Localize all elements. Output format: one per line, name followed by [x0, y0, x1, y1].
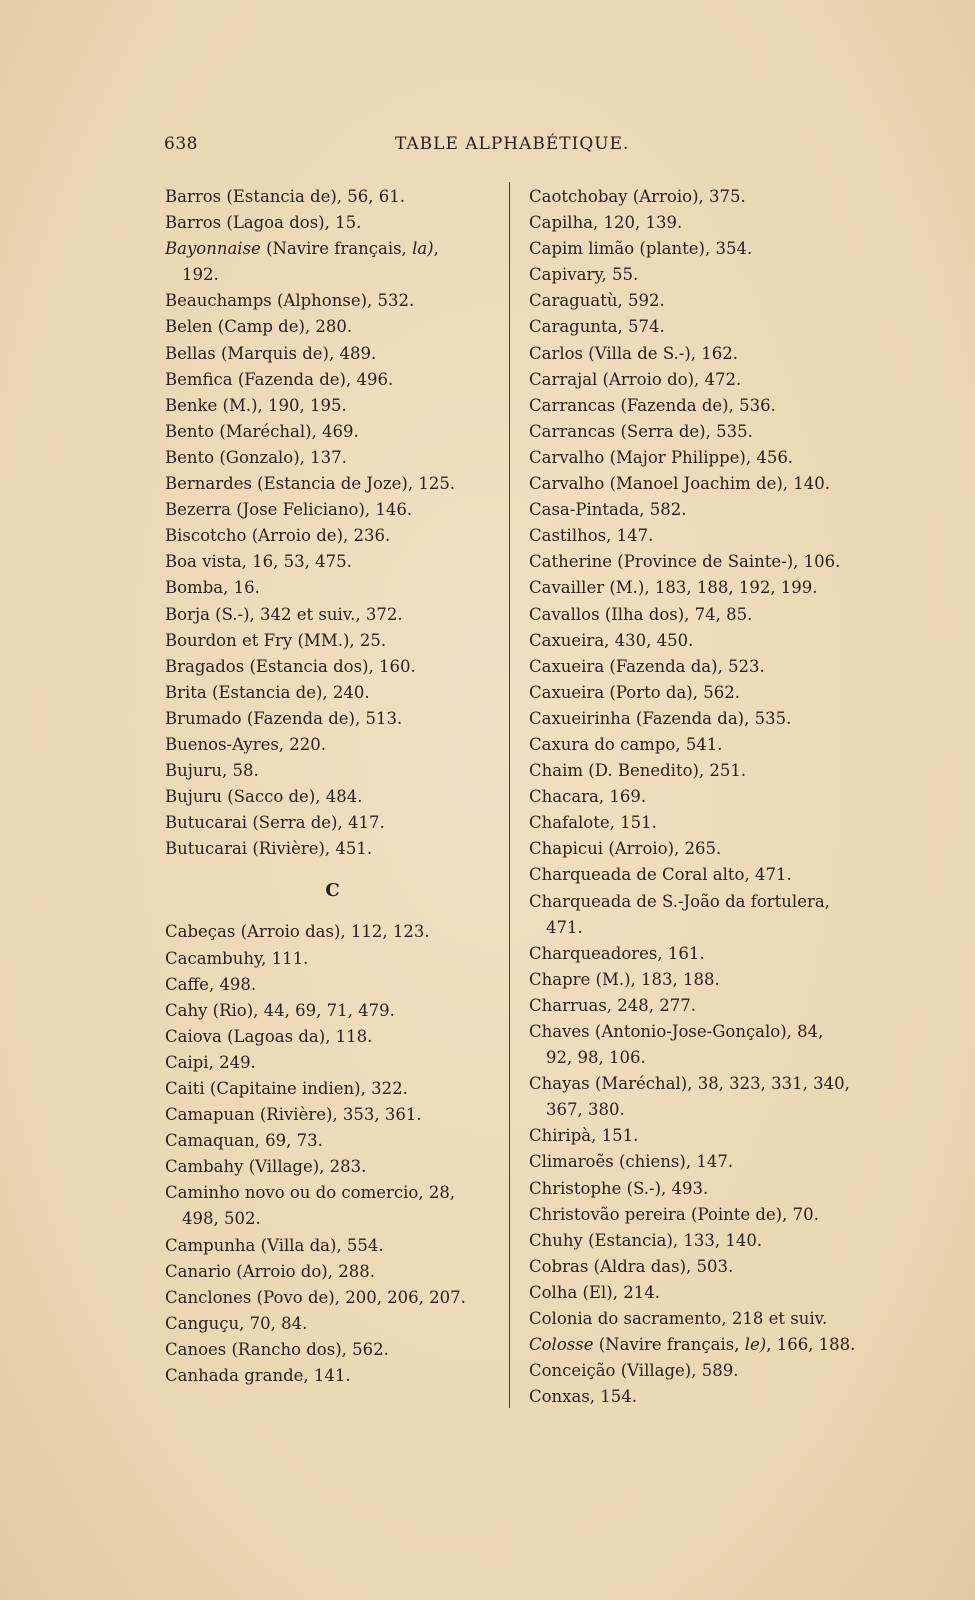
- index-entry: Charqueada de Coral alto, 471.: [529, 865, 792, 885]
- section-letter-heading: C: [325, 880, 340, 902]
- index-entry-continuation: 192.: [182, 265, 219, 285]
- index-entry: Chayas (Maréchal), 38, 323, 331, 340,: [529, 1074, 850, 1094]
- index-entry: Benke (M.), 190, 195.: [165, 395, 347, 415]
- index-entry: Beauchamps (Alphonse), 532.: [165, 291, 415, 311]
- index-entry: Casa-Pintada, 582.: [529, 500, 687, 520]
- index-entry-continuation: 498, 502.: [182, 1209, 261, 1229]
- running-title: TABLE ALPHABÉTIQUE.: [395, 134, 630, 154]
- index-entry: Bayonnaise (Navire français, la),: [165, 239, 439, 259]
- index-column-left: [165, 184, 510, 1389]
- index-entry: Boa vista, 16, 53, 475.: [165, 552, 352, 572]
- index-entry: Charqueada de S.-João da fortulera,: [529, 891, 830, 911]
- index-entry: Cambahy (Village), 283.: [165, 1157, 367, 1177]
- index-entry: Charruas, 248, 277.: [529, 995, 697, 1015]
- index-entry: Bomba, 16.: [165, 578, 260, 598]
- index-entry: Caiti (Capitaine indien), 322.: [165, 1079, 408, 1098]
- index-entry: Capivary, 55.: [529, 265, 639, 285]
- index-entry: Canhada grande, 141.: [165, 1366, 351, 1386]
- index-entry: Christovão pereira (Pointe de), 70.: [529, 1204, 819, 1224]
- index-entry: Caxueira (Fazenda da), 523.: [529, 656, 765, 676]
- index-entry: Barros (Estancia de), 56, 61.: [165, 187, 406, 206]
- column-divider: [509, 182, 510, 1408]
- index-entry: Butucarai (Rivière), 451.: [165, 839, 373, 859]
- index-entry: Chacara, 169.: [529, 787, 647, 807]
- index-entry: Caragunta, 574.: [529, 317, 665, 337]
- index-entry: Bujuru, 58.: [165, 761, 259, 781]
- index-entry: Colosse (Navire français, le), 166, 188.: [529, 1335, 856, 1355]
- index-entry: Carvalho (Manoel Joachim de), 140.: [529, 474, 831, 494]
- index-entry: Canario (Arroio do), 288.: [165, 1261, 375, 1281]
- index-entry: Bellas (Marquis de), 489.: [165, 343, 377, 363]
- index-entry: Borja (S.-), 342 et suiv., 372.: [165, 604, 403, 624]
- index-entry: Camaquan, 69, 73.: [165, 1131, 323, 1151]
- index-entry: Charqueadores, 161.: [529, 943, 705, 963]
- index-entry: Bernardes (Estancia de Joze), 125.: [165, 474, 456, 494]
- index-entry: Caraguatù, 592.: [529, 291, 665, 311]
- index-entry: Chuhy (Estancia), 133, 140.: [529, 1230, 763, 1250]
- index-entry: Christophe (S.-), 493.: [529, 1178, 709, 1198]
- index-entry: Caxueira (Porto da), 562.: [529, 682, 740, 702]
- index-entry: Carlos (Villa de S.-), 162.: [529, 343, 739, 363]
- index-entry: Camapuan (Rivière), 353, 361.: [165, 1105, 422, 1125]
- index-entry: Bemfica (Fazenda de), 496.: [165, 369, 394, 389]
- index-entry: Castilhos, 147.: [529, 526, 654, 546]
- page-header: [0, 134, 975, 158]
- index-entry: Chapre (M.), 183, 188.: [529, 969, 720, 989]
- index-entry: Caotchobay (Arroio), 375.: [529, 187, 746, 206]
- page-number: 638: [164, 134, 198, 154]
- index-entry: Butucarai (Serra de), 417.: [165, 813, 385, 833]
- index-entry: Canclones (Povo de), 200, 206, 207.: [165, 1287, 466, 1307]
- index-entry: Brumado (Fazenda de), 513.: [165, 708, 403, 728]
- index-entry: Buenos-Ayres, 220.: [165, 734, 327, 754]
- index-entry: Cobras (Aldra das), 503.: [529, 1256, 734, 1276]
- index-entry: Chiripà, 151.: [529, 1126, 639, 1146]
- index-entry: Caxura do campo, 541.: [529, 734, 723, 754]
- index-entry: Conxas, 154.: [529, 1387, 638, 1407]
- index-entry: Caiova (Lagoas da), 118.: [165, 1026, 373, 1046]
- index-entry: Bragados (Estancia dos), 160.: [165, 656, 416, 676]
- index-entry: Colha (El), 214.: [529, 1282, 660, 1302]
- index-entry: Caxueira, 430, 450.: [529, 630, 694, 650]
- index-entry: Carrancas (Fazenda de), 536.: [529, 395, 776, 415]
- index-entry: Cacambuhy, 111.: [165, 948, 309, 968]
- index-entry: Bento (Gonzalo), 137.: [165, 447, 347, 467]
- index-entry: Caipi, 249.: [165, 1052, 256, 1072]
- index-entry: Canguçu, 70, 84.: [165, 1313, 308, 1333]
- index-entry: Carrancas (Serra de), 535.: [529, 421, 753, 441]
- index-entry: Chapicui (Arroio), 265.: [529, 839, 722, 859]
- index-entry: Cabeças (Arroio das), 112, 123.: [165, 922, 430, 942]
- index-entry: Barros (Lagoa dos), 15.: [165, 213, 362, 233]
- index-entry: Conceição (Village), 589.: [529, 1361, 739, 1381]
- index-entry: Bento (Maréchal), 469.: [165, 421, 359, 441]
- index-entry: Climaroẽs (chiens), 147.: [529, 1152, 734, 1172]
- index-column-right: [529, 184, 881, 1410]
- index-entry: Belen (Camp de), 280.: [165, 317, 353, 337]
- index-entry: Cahy (Rio), 44, 69, 71, 479.: [165, 1000, 395, 1020]
- index-entry: Capim limão (plante), 354.: [529, 239, 753, 259]
- index-entry: Catherine (Province de Sainte-), 106.: [529, 552, 841, 572]
- index-entry: Campunha (Villa da), 554.: [165, 1235, 384, 1255]
- index-entry: Bezerra (Jose Feliciano), 146.: [165, 500, 413, 520]
- index-entry: Brita (Estancia de), 240.: [165, 682, 370, 702]
- index-entry: Cavallos (Ilha dos), 74, 85.: [529, 604, 753, 624]
- index-entry: Colonia do sacramento, 218 et suiv.: [529, 1309, 828, 1329]
- index-entry-continuation: 471.: [546, 917, 583, 937]
- index-entry: Carrajal (Arroio do), 472.: [529, 369, 742, 389]
- index-entry: Caffe, 498.: [165, 974, 257, 994]
- index-entry: Chaim (D. Benedito), 251.: [529, 761, 747, 781]
- index-entry: Carvalho (Major Philippe), 456.: [529, 447, 794, 467]
- index-entry-continuation: 367, 380.: [546, 1100, 625, 1120]
- index-entry: Cavailler (M.), 183, 188, 192, 199.: [529, 578, 818, 598]
- index-entry: Capilha, 120, 139.: [529, 213, 683, 233]
- index-entry: Caxueirinha (Fazenda da), 535.: [529, 708, 792, 728]
- index-entry: Caminho novo ou do comercio, 28,: [165, 1183, 456, 1203]
- index-entry: Bourdon et Fry (MM.), 25.: [165, 630, 387, 650]
- index-entry: Canoes (Rancho dos), 562.: [165, 1339, 389, 1359]
- index-entry: Chaves (Antonio-Jose-Gonçalo), 84,: [529, 1022, 824, 1041]
- index-entry: Bujuru (Sacco de), 484.: [165, 787, 363, 807]
- index-entry: Biscotcho (Arroio de), 236.: [165, 526, 391, 546]
- index-entry: Chafalote, 151.: [529, 813, 657, 833]
- index-entry-continuation: 92, 98, 106.: [546, 1048, 646, 1068]
